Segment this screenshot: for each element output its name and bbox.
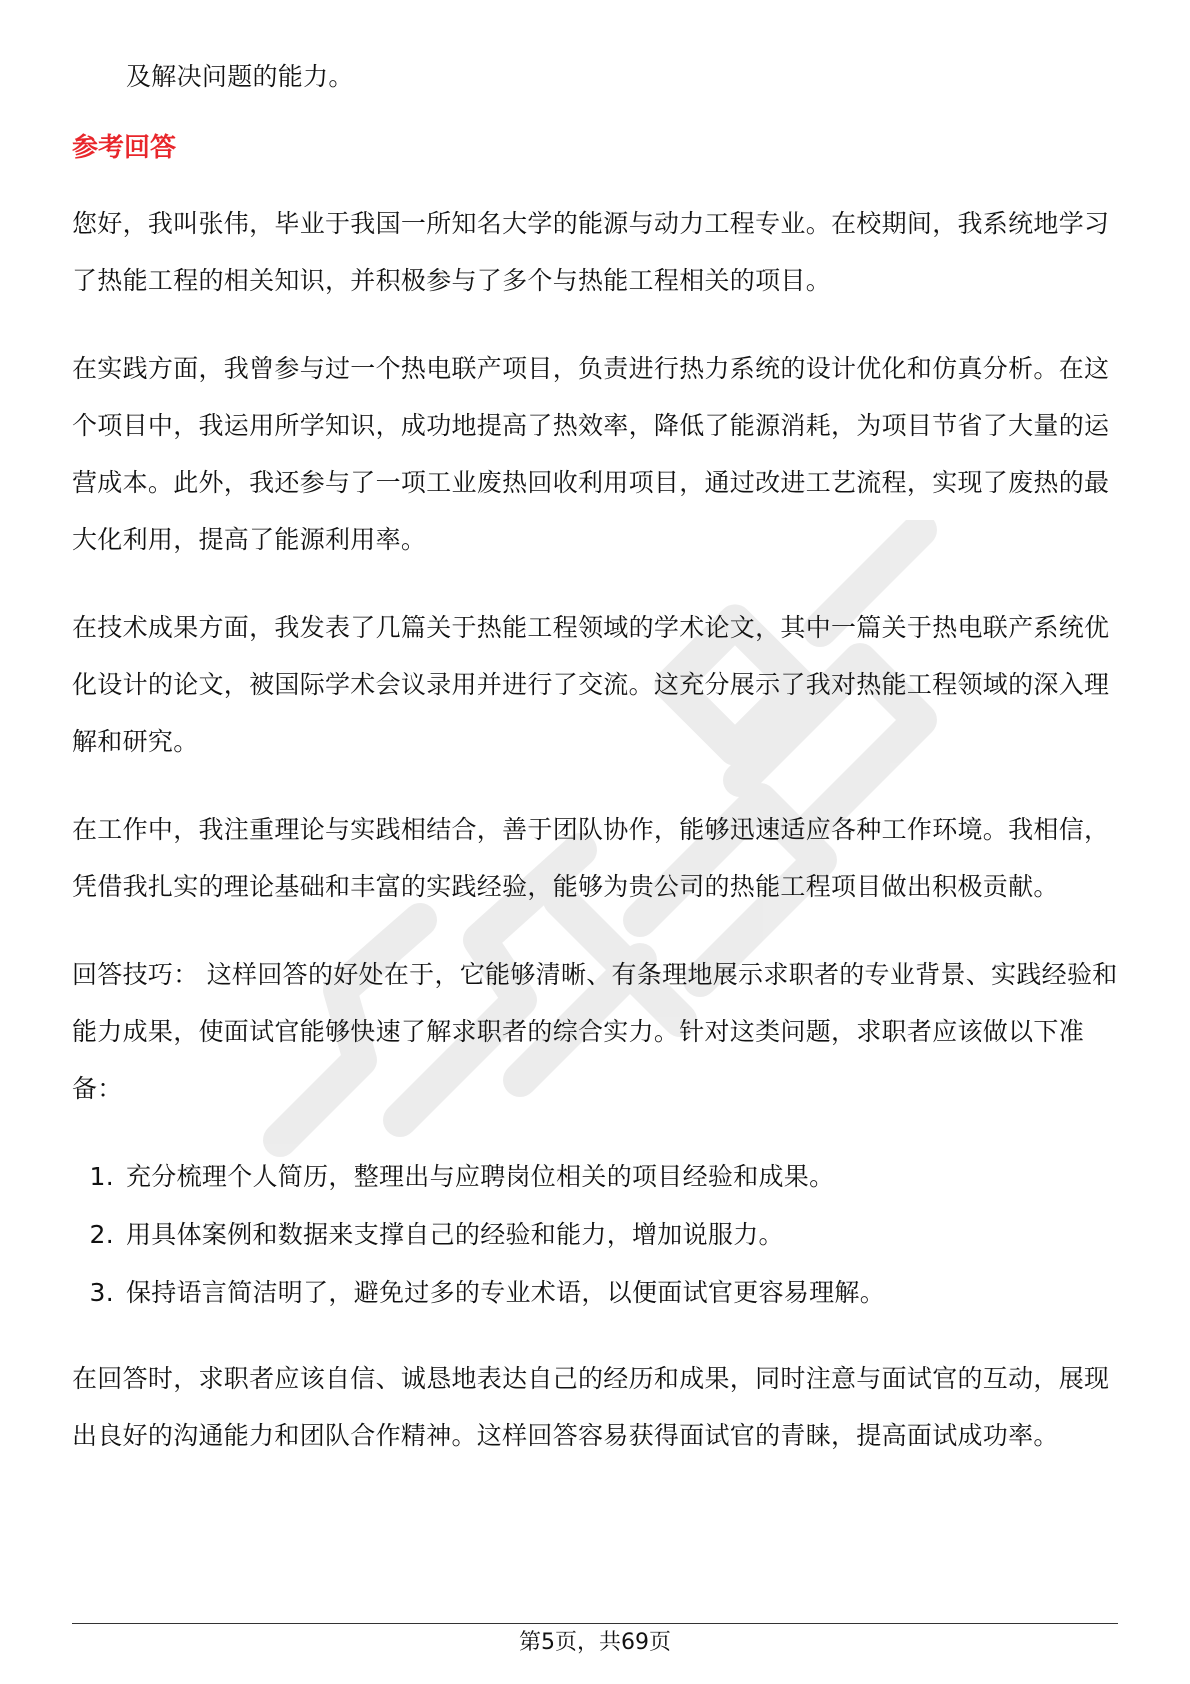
- list-number: 1.: [89, 1162, 114, 1191]
- list-item: [72, 1264, 1118, 1322]
- document-body: [72, 48, 1118, 1495]
- answer-paragraph-3: 在技术成果方面，我发表了几篇关于热能工程领域的学术论文，其中一篇关于热电联产系统优化设计的论文，被国际学术会议录用并进行了交流。这充分展示了我对热能工程领域的深入理解和研究。: [72, 613, 1110, 756]
- answer-paragraph-2: 在实践方面，我曾参与过一个热电联产项目，负责进行热力系统的设计优化和仿真分析。在这个项目中，我运用所学知识，成功地提高了热效率，降低了能源消耗，为项目节省了大量的运营成本。此外，我还参与了一项工业废热回收利用项目，通过改进工艺流程，实现了废热的最大化利用，提高了能源利用率。: [72, 354, 1110, 554]
- list-text: 保持语言简洁明了，避免过多的专业术语，以便面试官更容易理解。: [126, 1278, 886, 1307]
- tips-paragraph: 回答技巧： 这样回答的好处在于，它能够清晰、有条理地展示求职者的专业背景、实践经验和能力成果，使面试官能够快速了解求职者的综合实力。针对这类问题，求职者应该做以下准备：: [72, 960, 1118, 1103]
- answer-paragraph-4: 在工作中，我注重理论与实践相结合，善于团队协作，能够迅速适应各种工作环境。我相信，凭借我扎实的理论基础和丰富的实践经验，能够为贵公司的热能工程项目做出积极贡献。: [72, 815, 1110, 901]
- closing-paragraph: 在回答时，求职者应该自信、诚恳地表达自己的经历和成果，同时注意与面试官的互动，展现出良好的沟通能力和团队合作精神。这样回答容易获得面试官的青睐，提高面试成功率。: [72, 1364, 1110, 1450]
- page-number: 第5页，共69页: [519, 1630, 671, 1655]
- footer-divider: [72, 1623, 1118, 1624]
- list-number: 2.: [89, 1220, 114, 1249]
- list-number: 3.: [89, 1278, 114, 1307]
- answer-paragraph-1: 您好，我叫张伟，毕业于我国一所知名大学的能源与动力工程专业。在校期间，我系统地学习了热能工程的相关知识，并积极参与了多个与热能工程相关的项目。: [72, 209, 1110, 295]
- continuation-text: 及解决问题的能力。: [126, 62, 354, 91]
- list-text: 充分梳理个人简历，整理出与应聘岗位相关的项目经验和成果。: [126, 1162, 835, 1191]
- list-item: [72, 1206, 1118, 1264]
- preparation-list: [72, 1148, 1118, 1322]
- list-item: [72, 1148, 1118, 1206]
- section-heading: 参考回答: [72, 133, 177, 163]
- list-text: 用具体案例和数据来支撑自己的经验和能力，增加说服力。: [126, 1220, 784, 1249]
